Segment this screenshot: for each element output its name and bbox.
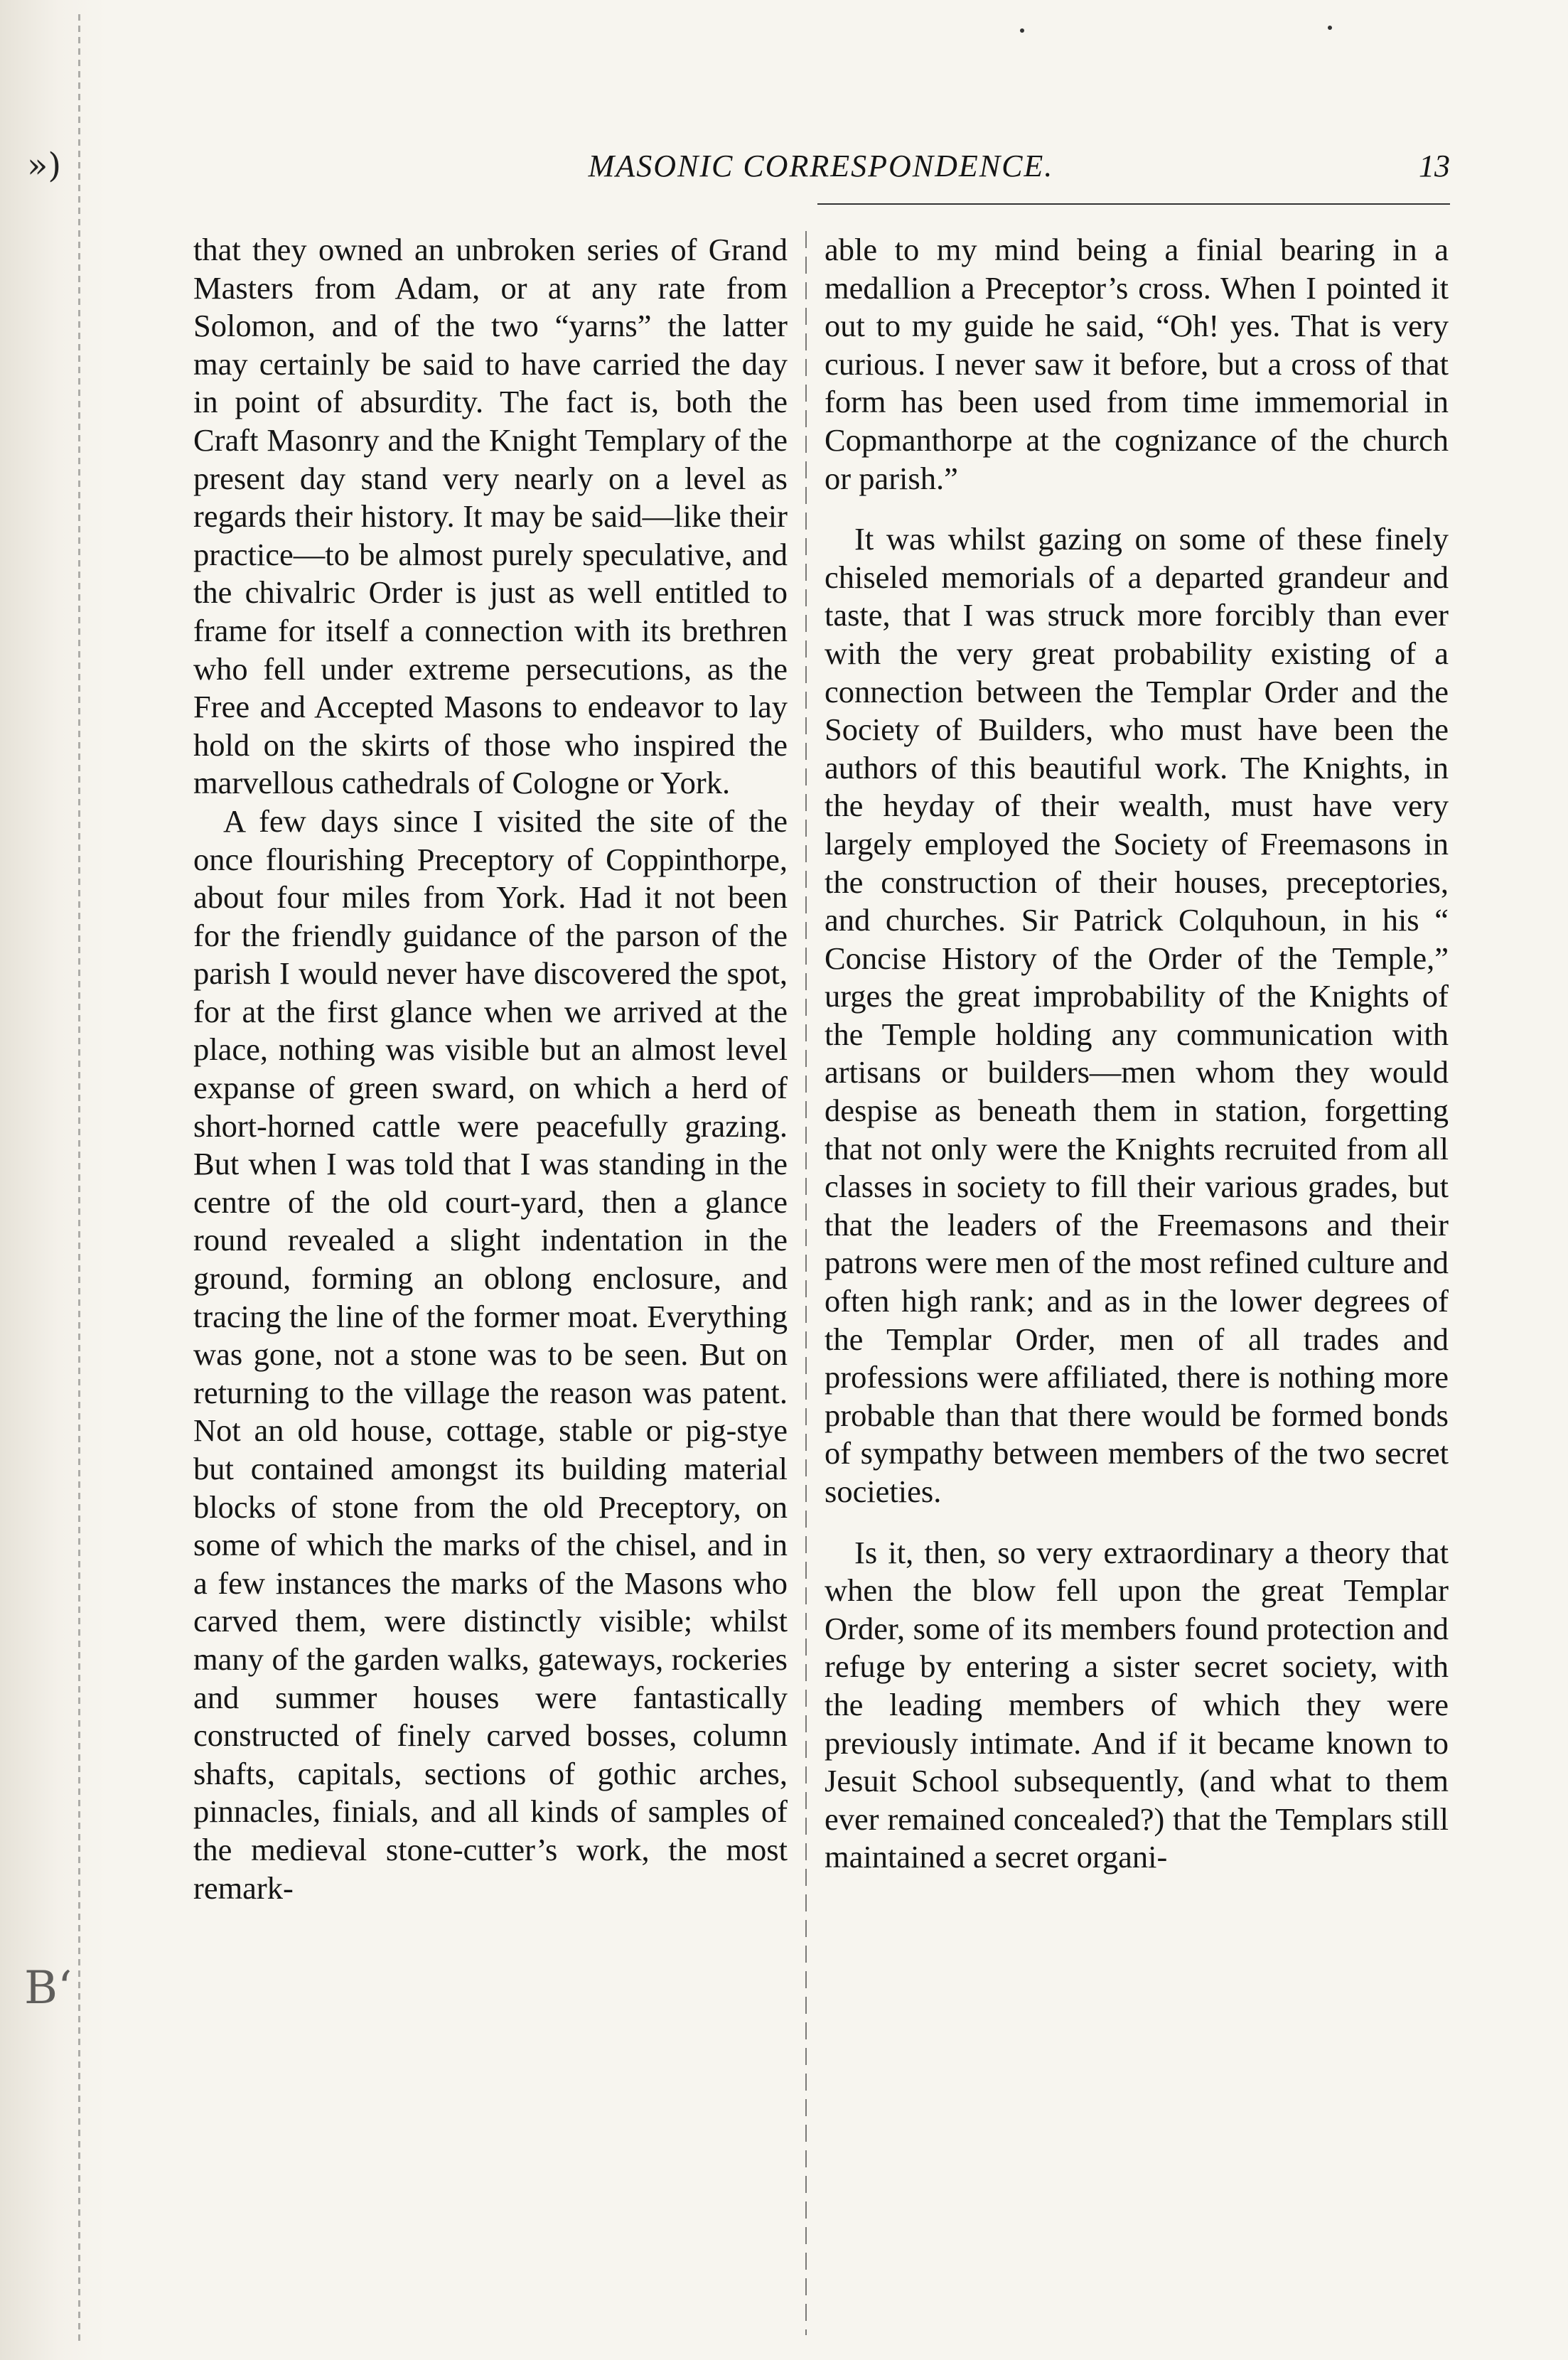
right-column: [825, 231, 1449, 1877]
left-column: [193, 231, 788, 1907]
column-divider: [805, 231, 807, 2335]
margin-mark-top: »): [27, 146, 62, 186]
paragraph: that they owned an unbroken series of Grand Masters from Adam, or at any rate from Solomon, and of the two “yarns” the latter may certainly be said to have carried the day in point of absurdity. The fact is, both the Craft Masonry and the Knight Templary of the present day stand very nearly on a level as regards their history. It may be said—like their practice—to be almost purely speculative, and the chivalric Order is just as well entitled to frame for itself a connection with its brethren who fell under extreme persecutions, as the Free and Accepted Masons to endeavor to lay hold on the skirts of those who inspired the marvellous cathedrals of Cologne or York.: [193, 232, 788, 801]
speck: [1328, 26, 1332, 30]
running-title: MASONIC CORRESPONDENCE.: [588, 149, 1054, 183]
paragraph: It was whilst gazing on some of these finely chiseled memorials of a departed grandeur and taste, that I was struck more forcibly than ever with the very great probability existing of a connection between the Templar Order and the Society of Builders, who must have been the authors of this beautiful work. The Knights, in the heyday of their wealth, must have very largely employed the Society of Freemasons in the construction of their houses, preceptories, and churches. Sir Patrick Colquhoun, in his “ Concise History of the Order of the Temple,” urges the great improbability of the Knights of the Temple holding any communication with artisans or builders—men whom they would despise as beneath them in station, forgetting that not only were the Knights recruited from all classes in society to fill their various grades, but that the leaders of the Freemasons and their patrons were men of the most refined culture and often high rank; and as in the lower degrees of the Templar Order, men of all trades and professions were affiliated, there is nothing more probable than that there would be formed bonds of sympathy between members of the two secret societies.: [825, 521, 1449, 1509]
paragraph: able to my mind being a finial bearing in a medallion a Preceptor’s cross. When I pointed it out to my guide he said, “Oh! yes. That is very curious. I never saw it before, but a cross of that form has been used from time immemorial in Copmanthorpe at the cognizance of the church or parish.”: [825, 232, 1449, 496]
speck: [1020, 28, 1024, 33]
margin-mark-bottom: B‘: [24, 1962, 73, 2015]
binding-stitch-line: [78, 14, 80, 2346]
paragraph: Is it, then, so very extraordinary a theory that when the blow fell upon the great Templar Order, some of its members found protection and refuge by entering a sister secret society, with the leading members of which they were previously intimate. And if it became known to Jesuit School subsequently, (and what to them ever remained concealed?) that the Templars still maintained a secret organi-: [825, 1534, 1449, 1875]
page-header: [192, 148, 1450, 198]
paragraph: A few days since I visited the site of the once flourishing Preceptory of Coppinthorpe, about four miles from York. Had it not been for the friendly guidance of the parson of the parish I would never have discovered the spot, for at the first glance when we arrived at the place, nothing was visible but an almost level expanse of green sward, on which a herd of short-horned cattle were peacefully grazing. But when I was told that I was standing in the centre of the old court-yard, then a glance round revealed a slight indentation in the ground, forming an oblong enclosure, and tracing the line of the former moat. Everything was gone, not a stone was to be seen. But on returning to the village the reason was patent. Not an old house, cottage, stable or pig-stye but contained amongst its building material blocks of stone from the old Preceptory, on some of which the marks of the chisel, and in a few instances the marks of the Masons who carved them, were distinctly visible; whilst many of the garden walks, gateways, rockeries and summer houses were fantastically constructed of finely carved bosses, column shafts, capitals, sections of gothic arches, pinnacles, finials, and all kinds of samples of the medieval stone-cutter’s work, the most remark-: [193, 803, 788, 1906]
header-rule: [817, 203, 1450, 205]
page-number: 13: [1419, 149, 1450, 183]
